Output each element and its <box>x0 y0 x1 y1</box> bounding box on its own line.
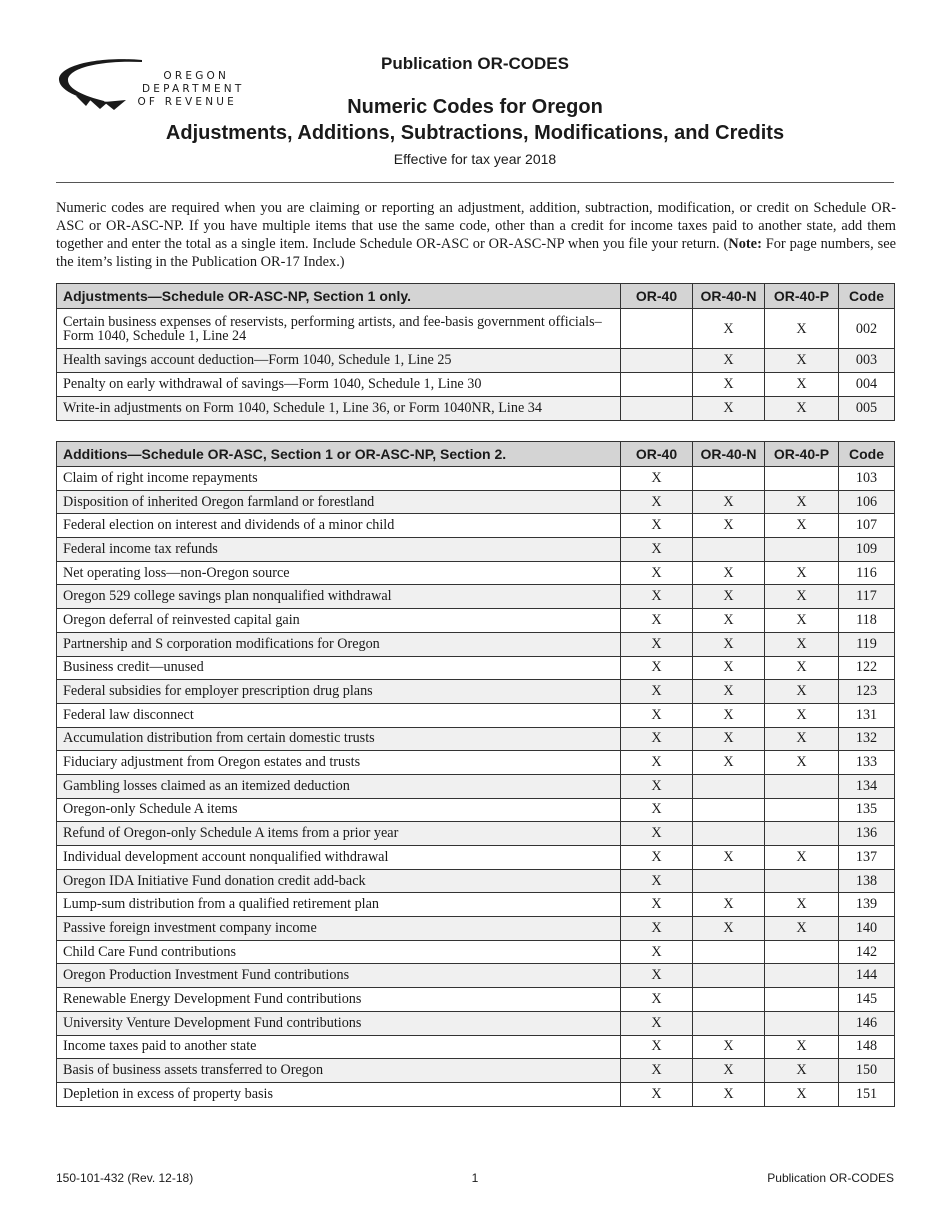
cell-or40n: X <box>693 703 765 727</box>
logo-line-department: DEPARTMENT <box>142 83 245 95</box>
cell-code: 132 <box>839 727 895 751</box>
cell-code: 003 <box>839 349 895 373</box>
adjustments-header-row <box>57 284 895 309</box>
table-row <box>57 798 895 822</box>
cell-or40: X <box>621 609 693 633</box>
cell-or40n <box>693 869 765 893</box>
cell-or40: X <box>621 538 693 562</box>
cell-or40: X <box>621 490 693 514</box>
cell-description: Renewable Energy Development Fund contributions <box>57 988 621 1012</box>
cell-code: 145 <box>839 988 895 1012</box>
table-row <box>57 373 895 397</box>
cell-description: Oregon-only Schedule A items <box>57 798 621 822</box>
table-row <box>57 917 895 941</box>
cell-or40: X <box>621 514 693 538</box>
cell-or40p: X <box>765 656 839 680</box>
cell-description: Oregon IDA Initiative Fund donation credit add-back <box>57 869 621 893</box>
cell-or40n: X <box>693 1082 765 1106</box>
cell-description: Certain business expenses of reservists, performing artists, and fee-basis government officials–Form 1040, Schedule 1, Line 24 <box>57 309 621 349</box>
cell-code: 106 <box>839 490 895 514</box>
cell-code: 122 <box>839 656 895 680</box>
cell-or40p: X <box>765 609 839 633</box>
intro-paragraph <box>56 199 896 271</box>
cell-description: Write-in adjustments on Form 1040, Schedule 1, Line 36, or Form 1040NR, Line 34 <box>57 397 621 421</box>
cell-or40p: X <box>765 561 839 585</box>
cell-or40p: X <box>765 490 839 514</box>
page-subtitle: Adjustments, Additions, Subtractions, Modifications, and Credits <box>165 122 785 144</box>
cell-or40n <box>693 964 765 988</box>
cell-or40p: X <box>765 349 839 373</box>
cell-code: 138 <box>839 869 895 893</box>
cell-or40 <box>621 373 693 397</box>
cell-or40p: X <box>765 893 839 917</box>
cell-code: 135 <box>839 798 895 822</box>
header-or40p: OR-40-P <box>765 284 839 309</box>
cell-description: Federal law disconnect <box>57 703 621 727</box>
cell-or40n: X <box>693 585 765 609</box>
cell-description: Claim of right income repayments <box>57 467 621 491</box>
cell-or40n: X <box>693 680 765 704</box>
cell-or40: X <box>621 988 693 1012</box>
cell-description: Lump-sum distribution from a qualified retirement plan <box>57 893 621 917</box>
table-row <box>57 1035 895 1059</box>
additions-header-row <box>57 442 895 467</box>
cell-or40n: X <box>693 609 765 633</box>
cell-code: 136 <box>839 822 895 846</box>
cell-or40: X <box>621 585 693 609</box>
table-row <box>57 397 895 421</box>
adjustments-header-title: Adjustments—Schedule OR-ASC-NP, Section 1 only. <box>57 284 621 309</box>
cell-code: 109 <box>839 538 895 562</box>
cell-code: 103 <box>839 467 895 491</box>
table-row <box>57 585 895 609</box>
cell-or40: X <box>621 940 693 964</box>
cell-or40: X <box>621 869 693 893</box>
cell-description: Refund of Oregon-only Schedule A items from a prior year <box>57 822 621 846</box>
cell-description: Passive foreign investment company income <box>57 917 621 941</box>
table-row <box>57 609 895 633</box>
cell-or40p: X <box>765 917 839 941</box>
cell-or40n: X <box>693 514 765 538</box>
cell-or40n: X <box>693 1059 765 1083</box>
cell-description: Federal subsidies for employer prescription drug plans <box>57 680 621 704</box>
cell-code: 133 <box>839 751 895 775</box>
cell-or40n: X <box>693 1035 765 1059</box>
table-row <box>57 964 895 988</box>
cell-description: Fiduciary adjustment from Oregon estates and trusts <box>57 751 621 775</box>
header-divider <box>56 182 894 183</box>
cell-or40: X <box>621 917 693 941</box>
cell-description: Oregon 529 college savings plan nonqualified withdrawal <box>57 585 621 609</box>
header-or40n: OR-40-N <box>693 442 765 467</box>
cell-code: 116 <box>839 561 895 585</box>
cell-code: 005 <box>839 397 895 421</box>
table-row <box>57 538 895 562</box>
header-or40: OR-40 <box>621 284 693 309</box>
header-or40: OR-40 <box>621 442 693 467</box>
effective-year: Effective for tax year 2018 <box>393 151 557 167</box>
cell-or40n: X <box>693 893 765 917</box>
additions-header-title: Additions—Schedule OR-ASC, Section 1 or OR-ASC-NP, Section 2. <box>57 442 621 467</box>
header-or40n: OR-40-N <box>693 284 765 309</box>
cell-description: Basis of business assets transferred to Oregon <box>57 1059 621 1083</box>
cell-or40n <box>693 988 765 1012</box>
cell-or40p: X <box>765 727 839 751</box>
cell-or40p: X <box>765 1035 839 1059</box>
logo-line-oregon: OREGON <box>163 70 230 82</box>
table-row <box>57 940 895 964</box>
cell-or40p: X <box>765 846 839 870</box>
cell-or40p <box>765 964 839 988</box>
cell-or40n: X <box>693 349 765 373</box>
cell-code: 137 <box>839 846 895 870</box>
cell-code: 140 <box>839 917 895 941</box>
cell-or40p <box>765 538 839 562</box>
cell-or40n <box>693 940 765 964</box>
cell-or40n: X <box>693 490 765 514</box>
cell-code: 139 <box>839 893 895 917</box>
cell-or40p <box>765 822 839 846</box>
cell-description: Federal income tax refunds <box>57 538 621 562</box>
cell-or40: X <box>621 893 693 917</box>
cell-or40p: X <box>765 373 839 397</box>
cell-code: 004 <box>839 373 895 397</box>
header-code: Code <box>839 442 895 467</box>
cell-or40: X <box>621 1035 693 1059</box>
table-row <box>57 846 895 870</box>
table-row <box>57 869 895 893</box>
cell-description: Gambling losses claimed as an itemized deduction <box>57 774 621 798</box>
table-row <box>57 751 895 775</box>
cell-code: 150 <box>839 1059 895 1083</box>
cell-or40p: X <box>765 585 839 609</box>
cell-code: 146 <box>839 1011 895 1035</box>
cell-code: 142 <box>839 940 895 964</box>
cell-or40n: X <box>693 727 765 751</box>
cell-or40: X <box>621 964 693 988</box>
cell-or40: X <box>621 632 693 656</box>
cell-description: Income taxes paid to another state <box>57 1035 621 1059</box>
cell-or40p <box>765 940 839 964</box>
table-row <box>57 561 895 585</box>
table-row <box>57 893 895 917</box>
table-row <box>57 349 895 373</box>
table-row <box>57 680 895 704</box>
header-code: Code <box>839 284 895 309</box>
cell-or40: X <box>621 1011 693 1035</box>
cell-or40n <box>693 538 765 562</box>
cell-code: 144 <box>839 964 895 988</box>
cell-code: 119 <box>839 632 895 656</box>
cell-or40 <box>621 349 693 373</box>
cell-description: Disposition of inherited Oregon farmland or forestland <box>57 490 621 514</box>
cell-or40: X <box>621 822 693 846</box>
footer-page-number: 1 <box>471 1171 479 1185</box>
cell-or40p <box>765 869 839 893</box>
cell-or40p <box>765 798 839 822</box>
cell-or40p: X <box>765 1059 839 1083</box>
cell-or40n: X <box>693 751 765 775</box>
cell-or40n <box>693 774 765 798</box>
cell-or40: X <box>621 727 693 751</box>
cell-or40p: X <box>765 514 839 538</box>
table-row <box>57 1011 895 1035</box>
cell-or40: X <box>621 656 693 680</box>
cell-description: Oregon Production Investment Fund contributions <box>57 964 621 988</box>
additions-body <box>57 467 895 1107</box>
cell-or40p <box>765 988 839 1012</box>
cell-or40p: X <box>765 1082 839 1106</box>
publication-header: Publication OR-CODES <box>381 54 569 73</box>
cell-or40n: X <box>693 561 765 585</box>
table-row <box>57 822 895 846</box>
cell-or40: X <box>621 846 693 870</box>
cell-description: University Venture Development Fund contributions <box>57 1011 621 1035</box>
footer-form-number: 150-101-432 (Rev. 12-18) <box>56 1171 194 1185</box>
cell-or40 <box>621 397 693 421</box>
cell-or40n: X <box>693 846 765 870</box>
cell-or40p: X <box>765 309 839 349</box>
cell-code: 002 <box>839 309 895 349</box>
table-row <box>57 1059 895 1083</box>
footer-publication: Publication OR-CODES <box>767 1171 894 1185</box>
table-row <box>57 309 895 349</box>
cell-or40n <box>693 798 765 822</box>
cell-description: Health savings account deduction—Form 1040, Schedule 1, Line 25 <box>57 349 621 373</box>
logo-line-revenue: OF REVENUE <box>137 96 238 108</box>
cell-description: Depletion in excess of property basis <box>57 1082 621 1106</box>
cell-or40p <box>765 774 839 798</box>
table-row <box>57 632 895 656</box>
cell-code: 123 <box>839 680 895 704</box>
cell-or40p: X <box>765 703 839 727</box>
table-row <box>57 988 895 1012</box>
cell-or40n: X <box>693 309 765 349</box>
cell-description: Accumulation distribution from certain domestic trusts <box>57 727 621 751</box>
table-row <box>57 514 895 538</box>
cell-or40n <box>693 1011 765 1035</box>
table-row <box>57 490 895 514</box>
cell-or40: X <box>621 798 693 822</box>
cell-code: 148 <box>839 1035 895 1059</box>
table-row <box>57 703 895 727</box>
cell-or40n: X <box>693 917 765 941</box>
header-or40p: OR-40-P <box>765 442 839 467</box>
cell-or40p: X <box>765 680 839 704</box>
cell-or40: X <box>621 680 693 704</box>
cell-or40n: X <box>693 397 765 421</box>
cell-description: Federal election on interest and dividends of a minor child <box>57 514 621 538</box>
cell-code: 151 <box>839 1082 895 1106</box>
adjustments-table <box>56 283 895 421</box>
cell-description: Partnership and S corporation modifications for Oregon <box>57 632 621 656</box>
intro-note-text: For page numbers, see the item’s listing in the Publication OR-17 Index.) <box>56 236 896 270</box>
cell-or40n: X <box>693 632 765 656</box>
cell-description: Business credit—unused <box>57 656 621 680</box>
cell-or40p <box>765 1011 839 1035</box>
table-row <box>57 1082 895 1106</box>
cell-or40: X <box>621 561 693 585</box>
cell-description: Penalty on early withdrawal of savings—Form 1040, Schedule 1, Line 30 <box>57 373 621 397</box>
table-row <box>57 467 895 491</box>
page-title: Numeric Codes for Oregon <box>347 96 603 118</box>
note-label: Note: <box>728 236 762 252</box>
cell-or40p <box>765 467 839 491</box>
cell-or40n <box>693 822 765 846</box>
intro-text: Numeric codes are required when you are claiming or reporting an adjustment, addition, subtraction, modification, or credit on Schedule OR-ASC or OR-ASC-NP. If you have multiple items that use the same code, other than a credit for income taxes paid to another state, add them together and enter the total as a single item. Include Schedule OR-ASC or OR-ASC-NP when you file your return. ( <box>56 200 896 252</box>
cell-description: Oregon deferral of reinvested capital gain <box>57 609 621 633</box>
cell-description: Net operating loss—non-Oregon source <box>57 561 621 585</box>
cell-description: Child Care Fund contributions <box>57 940 621 964</box>
cell-code: 117 <box>839 585 895 609</box>
cell-or40 <box>621 309 693 349</box>
cell-description: Individual development account nonqualified withdrawal <box>57 846 621 870</box>
table-row <box>57 656 895 680</box>
additions-table <box>56 441 895 1107</box>
cell-code: 134 <box>839 774 895 798</box>
cell-or40p: X <box>765 632 839 656</box>
adjustments-body <box>57 309 895 421</box>
table-row <box>57 774 895 798</box>
cell-or40: X <box>621 1059 693 1083</box>
cell-or40: X <box>621 774 693 798</box>
cell-or40n <box>693 467 765 491</box>
cell-code: 107 <box>839 514 895 538</box>
cell-or40: X <box>621 1082 693 1106</box>
cell-or40p: X <box>765 397 839 421</box>
cell-code: 131 <box>839 703 895 727</box>
table-row <box>57 727 895 751</box>
cell-code: 118 <box>839 609 895 633</box>
cell-or40p: X <box>765 751 839 775</box>
cell-or40n: X <box>693 656 765 680</box>
cell-or40n: X <box>693 373 765 397</box>
cell-or40: X <box>621 703 693 727</box>
cell-or40: X <box>621 467 693 491</box>
cell-or40: X <box>621 751 693 775</box>
